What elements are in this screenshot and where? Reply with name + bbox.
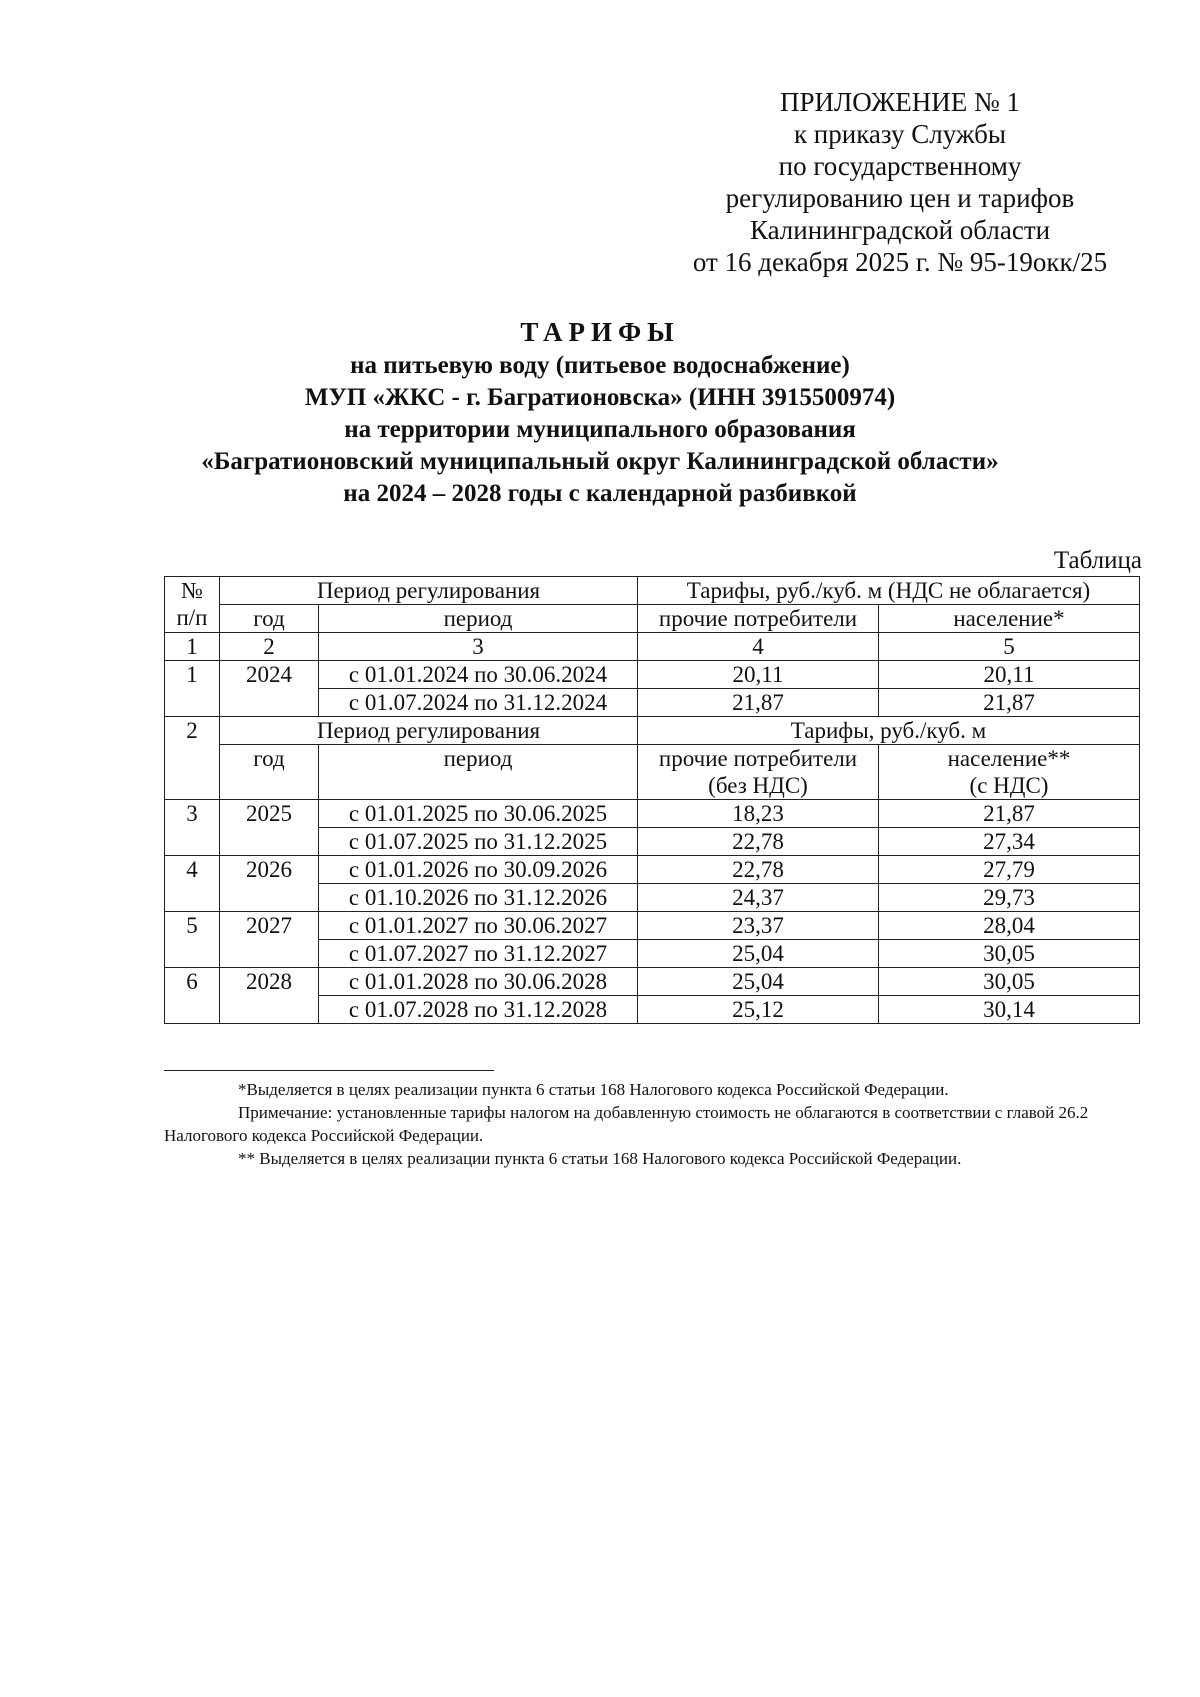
table-row xyxy=(165,968,1140,996)
row-period: с 01.07.2025 по 31.12.2025 xyxy=(319,828,638,856)
footnotes xyxy=(164,1078,1140,1170)
footnote: ** Выделяется в целях реализации пункта 6 статьи 168 Налогового кодекса Российской Федерации. xyxy=(238,1149,962,1168)
row-period: с 01.07.2024 по 31.12.2024 xyxy=(319,689,638,717)
row-other: 21,87 xyxy=(638,689,879,717)
column-number: 3 xyxy=(319,633,638,661)
header-tariff-group: Тарифы, руб./куб. м (НДС не облагается) xyxy=(638,577,1140,605)
row-year: 2028 xyxy=(220,968,319,1024)
header2-population-line: (с НДС) xyxy=(969,773,1049,798)
row-period: с 01.07.2028 по 31.12.2028 xyxy=(319,996,638,1024)
table-row xyxy=(165,661,1140,689)
row-period: с 01.01.2025 по 30.06.2025 xyxy=(319,800,638,828)
title-line: «Багратионовский муниципальный округ Калининградской области» xyxy=(201,448,999,475)
document-title xyxy=(130,316,1070,510)
row-period: с 01.01.2028 по 30.06.2028 xyxy=(319,968,638,996)
header2-num: 2 xyxy=(165,717,220,745)
row-population: 21,87 xyxy=(879,800,1140,828)
column-number: 1 xyxy=(165,633,220,661)
row-population: 30,05 xyxy=(879,968,1140,996)
row-other: 18,23 xyxy=(638,800,879,828)
header2-population xyxy=(879,745,1140,800)
row-year: 2026 xyxy=(220,856,319,912)
appendix-line: по государственному xyxy=(778,151,1022,181)
appendix-line: от 16 декабря 2025 г. № 95-19окк/25 xyxy=(692,247,1108,277)
header2-other xyxy=(638,745,879,800)
row-period: с 01.10.2026 по 31.12.2026 xyxy=(319,884,638,912)
footnote: *Выделяется в целях реализации пункта 6 статьи 168 Налогового кодекса Российской Федерации. xyxy=(238,1080,949,1099)
header2-population-line: население** xyxy=(947,746,1071,771)
row-period: с 01.01.2027 по 30.06.2027 xyxy=(319,912,638,940)
header-other: прочие потребители xyxy=(638,605,879,633)
appendix-line: к приказу Службы xyxy=(793,119,1007,149)
header-period-group: Период регулирования xyxy=(220,577,638,605)
table-header-row xyxy=(165,745,1140,800)
table-row xyxy=(165,856,1140,884)
row-population: 30,05 xyxy=(879,940,1140,968)
row-other: 22,78 xyxy=(638,856,879,884)
column-number: 4 xyxy=(638,633,879,661)
appendix-line: регулированию цен и тарифов xyxy=(725,183,1075,213)
table-header-row xyxy=(165,717,1140,745)
row-population: 21,87 xyxy=(879,689,1140,717)
row-other: 25,04 xyxy=(638,940,879,968)
row-period: с 01.07.2027 по 31.12.2027 xyxy=(319,940,638,968)
row-other: 25,12 xyxy=(638,996,879,1024)
row-year: 2027 xyxy=(220,912,319,968)
table-row xyxy=(165,912,1140,940)
title-main: ТАРИФЫ xyxy=(520,317,680,347)
header2-period: период xyxy=(319,745,638,800)
header-population: население* xyxy=(879,605,1140,633)
footnote-divider xyxy=(164,1070,494,1071)
row-other: 25,04 xyxy=(638,968,879,996)
row-year: 2025 xyxy=(220,800,319,856)
row-num: 5 xyxy=(165,912,220,968)
column-number: 2 xyxy=(220,633,319,661)
tariffs-table xyxy=(164,576,1140,1024)
row-population: 30,14 xyxy=(879,996,1140,1024)
row-num: 4 xyxy=(165,856,220,912)
header2-num-empty xyxy=(165,745,220,800)
row-other: 24,37 xyxy=(638,884,879,912)
row-population: 28,04 xyxy=(879,912,1140,940)
column-number: 5 xyxy=(879,633,1140,661)
appendix-line: Калининградской области xyxy=(749,215,1051,245)
row-population: 20,11 xyxy=(879,661,1140,689)
header2-tariff-group: Тарифы, руб./куб. м xyxy=(638,717,1140,745)
appendix-line: ПРИЛОЖЕНИЕ № 1 xyxy=(779,87,1021,117)
row-population: 29,73 xyxy=(879,884,1140,912)
header-num-line: п/п xyxy=(176,605,208,630)
row-other: 23,37 xyxy=(638,912,879,940)
header2-other-line: прочие потребители xyxy=(658,746,858,771)
header-num-line: № xyxy=(181,578,203,603)
title-line: МУП «ЖКС - г. Багратионовска» (ИНН 3915500974) xyxy=(304,384,896,411)
title-line: на 2024 – 2028 годы с календарной разбивкой xyxy=(343,480,857,507)
header-period: период xyxy=(319,605,638,633)
title-line: на территории муниципального образования xyxy=(344,416,856,443)
row-num: 1 xyxy=(165,661,220,717)
row-year: 2024 xyxy=(220,661,319,717)
header2-period-group: Период регулирования xyxy=(220,717,638,745)
row-period: с 01.01.2024 по 30.06.2024 xyxy=(319,661,638,689)
row-population: 27,79 xyxy=(879,856,1140,884)
row-other: 22,78 xyxy=(638,828,879,856)
row-other: 20,11 xyxy=(638,661,879,689)
column-number-row xyxy=(165,633,1140,661)
table-header-row xyxy=(165,605,1140,633)
title-line: на питьевую воду (питьевое водоснабжение) xyxy=(350,352,850,379)
table-caption: Таблица xyxy=(1053,547,1142,574)
row-num: 3 xyxy=(165,800,220,856)
row-population: 27,34 xyxy=(879,828,1140,856)
row-period: с 01.01.2026 по 30.09.2026 xyxy=(319,856,638,884)
header2-other-line: (без НДС) xyxy=(708,773,808,798)
row-num: 6 xyxy=(165,968,220,1024)
table-row xyxy=(165,800,1140,828)
appendix-block xyxy=(620,86,1180,278)
table-header-row xyxy=(165,577,1140,605)
header-num-cell xyxy=(165,577,220,633)
header-year: год xyxy=(220,605,319,633)
footnote: Примечание: установленные тарифы налогом на добавленную стоимость не облагаются в соответствии с главой 26.2 Налогового кодекса Российской Федерации. xyxy=(164,1103,1089,1145)
header2-year: год xyxy=(220,745,319,800)
